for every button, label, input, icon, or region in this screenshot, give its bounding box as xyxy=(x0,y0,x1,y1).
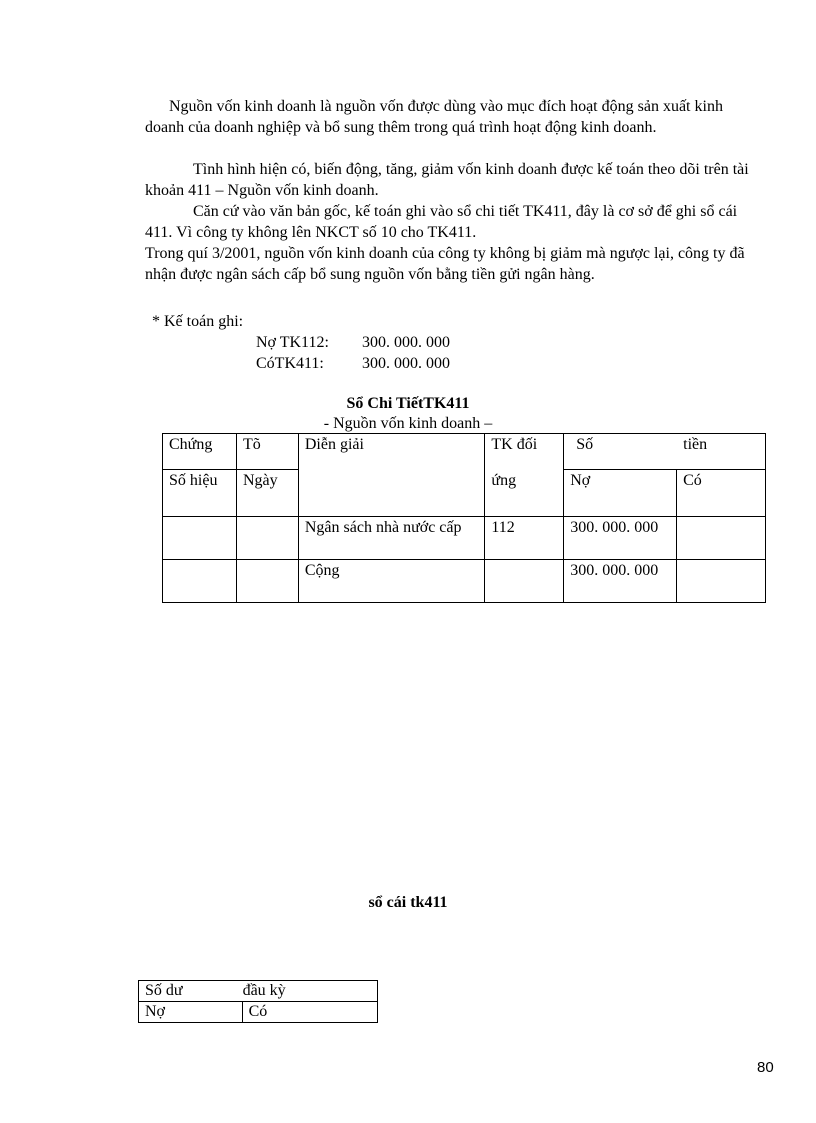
row-date xyxy=(236,560,298,603)
ledger-table xyxy=(162,433,766,603)
balance-subheader-row xyxy=(139,1002,378,1023)
header-description: Diễn giải xyxy=(298,434,485,517)
debit-entry xyxy=(256,332,450,353)
header-amount-label-2: tiền xyxy=(683,436,708,453)
ledger-subtitle: - Nguồn vốn kinh doanh – xyxy=(323,415,493,432)
general-ledger-title: sổ cái tk411 xyxy=(368,894,448,911)
debit-entry-label: Nợ TK112: xyxy=(256,334,329,351)
debit-entry-amount: 300. 000. 000 xyxy=(362,334,450,351)
credit-entry-amount: 300. 000. 000 xyxy=(362,355,450,372)
balance-header-row xyxy=(139,981,378,1002)
paragraph-quarter-note: Trong quí 3/2001, nguồn vốn kinh doanh của công ty không bị giảm mà ngược lại, công ty đã nhận được ngân sách cấp bổ sung nguồn vốn bằng tiền gửi ngân hàng. xyxy=(145,245,745,283)
header-credit: Có xyxy=(677,470,766,517)
opening-balance-label-1: Số dư xyxy=(145,982,183,999)
opening-balance-label xyxy=(139,981,378,1002)
row-account: 112 xyxy=(485,517,564,560)
header-number: Số hiệu xyxy=(163,470,237,517)
header-amount xyxy=(564,434,766,470)
header-account-2: ứng xyxy=(485,470,564,517)
ledger-header-row xyxy=(163,434,766,470)
header-date: Ngày xyxy=(236,470,298,517)
row-debit: 300. 000. 000 xyxy=(564,517,677,560)
row-credit xyxy=(677,560,766,603)
row-number xyxy=(163,517,237,560)
row-description: Cộng xyxy=(298,560,485,603)
credit-entry-label: CóTK411: xyxy=(256,355,324,372)
balance-debit: Nợ xyxy=(139,1002,243,1023)
entry-heading: * Kế toán ghi: xyxy=(152,313,244,330)
header-voucher: Chứng xyxy=(163,434,237,470)
row-credit xyxy=(677,517,766,560)
row-debit: 300. 000. 000 xyxy=(564,560,677,603)
header-debit: Nợ xyxy=(564,470,677,517)
row-description: Ngân sách nhà nước cấp xyxy=(298,517,485,560)
header-account: TK đối xyxy=(485,434,564,470)
balance-credit: Có xyxy=(242,1002,377,1023)
opening-balance-table xyxy=(138,980,378,1023)
table-row xyxy=(163,517,766,560)
ledger-title: Sổ Chi TiếtTK411 xyxy=(346,395,470,412)
paragraph-recording-basis: Căn cứ vào văn bản gốc, kế toán ghi vào sổ chi tiết TK411, đây là cơ sở để ghi sổ cái 411. Vì công ty không lên NKCT số 10 cho TK411. xyxy=(145,203,738,241)
page-number: 80 xyxy=(757,1059,774,1076)
paragraph-account-tracking: Tình hình hiện có, biến động, tăng, giảm vốn kinh doanh được kế toán theo dõi trên tài khoản 411 – Nguồn vốn kinh doanh. xyxy=(145,161,749,199)
header-to: Tõ xyxy=(236,434,298,470)
row-number xyxy=(163,560,237,603)
opening-balance-label-2: đầu kỳ xyxy=(242,982,286,999)
header-amount-label: Số xyxy=(576,436,594,453)
row-account xyxy=(485,560,564,603)
table-row-total xyxy=(163,560,766,603)
row-date xyxy=(236,517,298,560)
credit-entry xyxy=(256,353,450,374)
paragraph-capital-definition: Nguồn vốn kinh doanh là nguồn vốn được dùng vào mục đích hoạt động sản xuất kinh doanh của doanh nghiệp và bổ sung thêm trong quá trình hoạt động kinh doanh. xyxy=(145,98,723,136)
